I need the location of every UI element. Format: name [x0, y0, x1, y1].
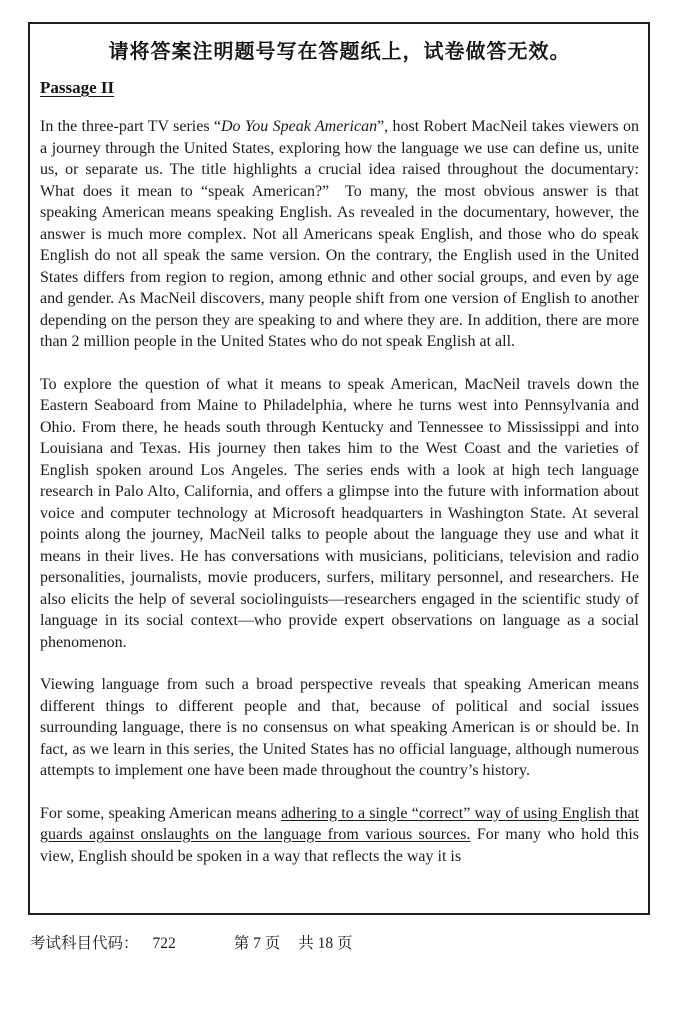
text-segment: Viewing language from such a broad perspective reveals that speaking American means different things to different people and that, because of political and social issues surrounding language, there is no consensus on what speaking American is or should be. In fact, as we learn in this series, the United States has no official language, although numerous attempts to implement one have been made throughout the country’s history.	[40, 676, 639, 779]
passage-paragraph	[40, 803, 639, 868]
text-segment: To explore the question of what it means to speak American, MacNeil travels down the Eastern Seaboard from Maine to Philadelphia, where he turns west into Pennsylvania and Ohio. From there, he heads south through Kentucky and Tennessee to Mississippi and into Louisiana and Texas. His journey then takes him to the West Coast and the varieties of English spoken around Los Angeles. The series ends with a look at high tech language research in Palo Alto, California, and offers a glimpse into the future with information about voice and computer technology at Microsoft headquarters in Washington State. At several points along the journey, MacNeil talks to people about the language they use and what it means in their lives. He has conversations with musicians, politicians, television and radio personalities, journalists, movie producers, surfers, military personnel, and researchers. He also elicits the help of several sociolinguists—researchers engaged in the scientific study of language in its social context—who provide expert observations on language as a social phenomenon.	[40, 375, 639, 651]
passage-box	[28, 22, 650, 915]
passage-paragraph	[40, 116, 639, 353]
page-footer	[30, 931, 648, 953]
passage-title: Passage II	[40, 78, 115, 97]
text-segment: For many who hold this view, English should be spoken in a way that reflects the way it is	[40, 826, 640, 865]
text-segment: ”, host Robert MacNeil takes viewers on a journey through the United States, exploring how the language we use can define us, unite us, or separate us. The title highlights a crucial idea raised throughout the documentary: What does it mean to “speak American?” To many, the most obvious answer is that speaking American means speaking English. As revealed in the documentary, however, the answer is much more complex. Not all Americans speak English, and those who do speak English do not all speak the same version. On the contrary, the English used in the United States differs from region to region, among ethnic and other social groups, and even by age and gender. As MacNeil discovers, many people shift from one version of English to another depending on the person they are speaking to and where they are. In addition, there are more than 2 million people in the United States who do not speak English at all.	[40, 118, 639, 350]
text-segment: For some, speaking American means	[40, 804, 282, 822]
passage-paragraph	[40, 674, 639, 782]
subject-code-value: 722	[152, 935, 176, 952]
text-segment: In the three-part TV series “	[40, 118, 221, 135]
total-pages: 共 18 页	[298, 935, 353, 952]
answer-sheet-notice: 请将答案注明题号写在答题纸上，试卷做答无效。	[108, 41, 571, 63]
text-segment: Do You Speak American	[220, 118, 378, 135]
subject-code-label: 考试科目代码：	[30, 935, 139, 952]
text-segment: adhering to a single “correct” way of using English that guards against onslaughts on the language from various sources.	[40, 804, 639, 843]
passage-paragraph	[40, 374, 639, 654]
page-number: 第 7 页	[233, 935, 281, 952]
passage-paragraphs	[40, 116, 639, 867]
